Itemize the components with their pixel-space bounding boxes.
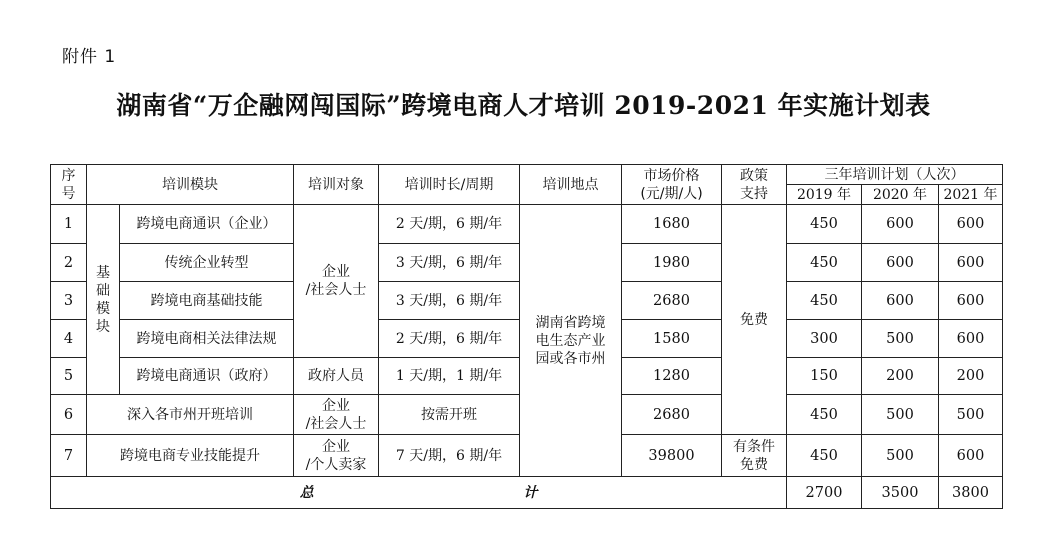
header-policy: 政策 支持 xyxy=(722,165,787,205)
seq-cell: 6 xyxy=(51,395,87,435)
header-plan: 三年培训计划（人次） xyxy=(787,165,1003,185)
plan-2020-cell: 600 xyxy=(862,205,939,244)
policy-cell-shared: 免费 xyxy=(722,205,787,435)
module-cell: 传统企业转型 xyxy=(120,244,294,282)
total-label-left: 总 xyxy=(299,484,314,501)
plan-2020-cell: 500 xyxy=(862,395,939,435)
plan-2019-cell: 450 xyxy=(787,435,862,477)
total-2019-cell: 2700 xyxy=(787,477,862,509)
total-2020-cell: 3500 xyxy=(862,477,939,509)
header-location: 培训地点 xyxy=(520,165,622,205)
price-cell: 1680 xyxy=(622,205,722,244)
header-price: 市场价格 (元/期/人) xyxy=(622,165,722,205)
price-cell: 2680 xyxy=(622,395,722,435)
plan-2019-cell: 450 xyxy=(787,244,862,282)
seq-cell: 4 xyxy=(51,320,87,358)
plan-2021-cell: 600 xyxy=(939,320,1003,358)
header-duration: 培训时长/周期 xyxy=(379,165,520,205)
seq-cell: 7 xyxy=(51,435,87,477)
duration-cell: 按需开班 xyxy=(379,395,520,435)
plan-2021-cell: 200 xyxy=(939,358,1003,395)
plan-2020-cell: 500 xyxy=(862,435,939,477)
module-cell: 跨境电商相关法律法规 xyxy=(120,320,294,358)
header-2021: 2021 年 xyxy=(939,185,1003,205)
target-cell: 企业 /个人卖家 xyxy=(294,435,379,477)
module-cell: 跨境电商通识（企业） xyxy=(120,205,294,244)
plan-2020-cell: 600 xyxy=(862,282,939,320)
total-label-right: 计 xyxy=(523,484,538,501)
duration-cell: 3 天/期，6 期/年 xyxy=(379,244,520,282)
plan-2021-cell: 600 xyxy=(939,205,1003,244)
header-module: 培训模块 xyxy=(87,165,294,205)
plan-2021-cell: 600 xyxy=(939,282,1003,320)
seq-cell: 3 xyxy=(51,282,87,320)
price-cell: 39800 xyxy=(622,435,722,477)
plan-2021-cell: 600 xyxy=(939,244,1003,282)
total-2021-cell: 3800 xyxy=(939,477,1003,509)
module-cell: 跨境电商通识（政府） xyxy=(120,358,294,395)
module-cell: 跨境电商基础技能 xyxy=(120,282,294,320)
price-cell: 1580 xyxy=(622,320,722,358)
plan-2019-cell: 150 xyxy=(787,358,862,395)
plan-2020-cell: 600 xyxy=(862,244,939,282)
total-label xyxy=(51,477,787,509)
duration-cell: 2 天/期，6 期/年 xyxy=(379,320,520,358)
module-cell: 深入各市州开班培训 xyxy=(87,395,294,435)
seq-cell: 2 xyxy=(51,244,87,282)
module-cell: 跨境电商专业技能提升 xyxy=(87,435,294,477)
price-cell: 1980 xyxy=(622,244,722,282)
header-seq: 序 号 xyxy=(51,165,87,205)
policy-cell: 有条件 免费 xyxy=(722,435,787,477)
table-row xyxy=(51,205,1003,244)
training-plan-table xyxy=(50,164,1003,509)
price-cell: 2680 xyxy=(622,282,722,320)
header-row-1 xyxy=(51,165,1003,185)
target-cell-shared: 企业 /社会人士 xyxy=(294,205,379,358)
duration-cell: 1 天/期，1 期/年 xyxy=(379,358,520,395)
plan-2020-cell: 500 xyxy=(862,320,939,358)
price-cell: 1280 xyxy=(622,358,722,395)
header-2019: 2019 年 xyxy=(787,185,862,205)
plan-2019-cell: 300 xyxy=(787,320,862,358)
duration-cell: 7 天/期，6 期/年 xyxy=(379,435,520,477)
page-title: 湖南省“万企融网闯国际”跨境电商人才培训 2019-2021 年实施计划表 xyxy=(116,91,931,120)
plan-2020-cell: 200 xyxy=(862,358,939,395)
plan-2019-cell: 450 xyxy=(787,395,862,435)
duration-cell: 2 天/期，6 期/年 xyxy=(379,205,520,244)
plan-2019-cell: 450 xyxy=(787,205,862,244)
plan-2021-cell: 500 xyxy=(939,395,1003,435)
header-target: 培训对象 xyxy=(294,165,379,205)
target-cell: 企业 /社会人士 xyxy=(294,395,379,435)
plan-2021-cell: 600 xyxy=(939,435,1003,477)
seq-cell: 5 xyxy=(51,358,87,395)
location-cell-shared: 湖南省跨境 电生态产业 园或各市州 xyxy=(520,205,622,477)
attachment-label: 附件 1 xyxy=(62,47,117,67)
target-cell: 政府人员 xyxy=(294,358,379,395)
basic-module-group: 基 础 模 块 xyxy=(87,205,120,395)
duration-cell: 3 天/期，6 期/年 xyxy=(379,282,520,320)
plan-2019-cell: 450 xyxy=(787,282,862,320)
total-row xyxy=(51,477,1003,509)
header-2020: 2020 年 xyxy=(862,185,939,205)
seq-cell: 1 xyxy=(51,205,87,244)
